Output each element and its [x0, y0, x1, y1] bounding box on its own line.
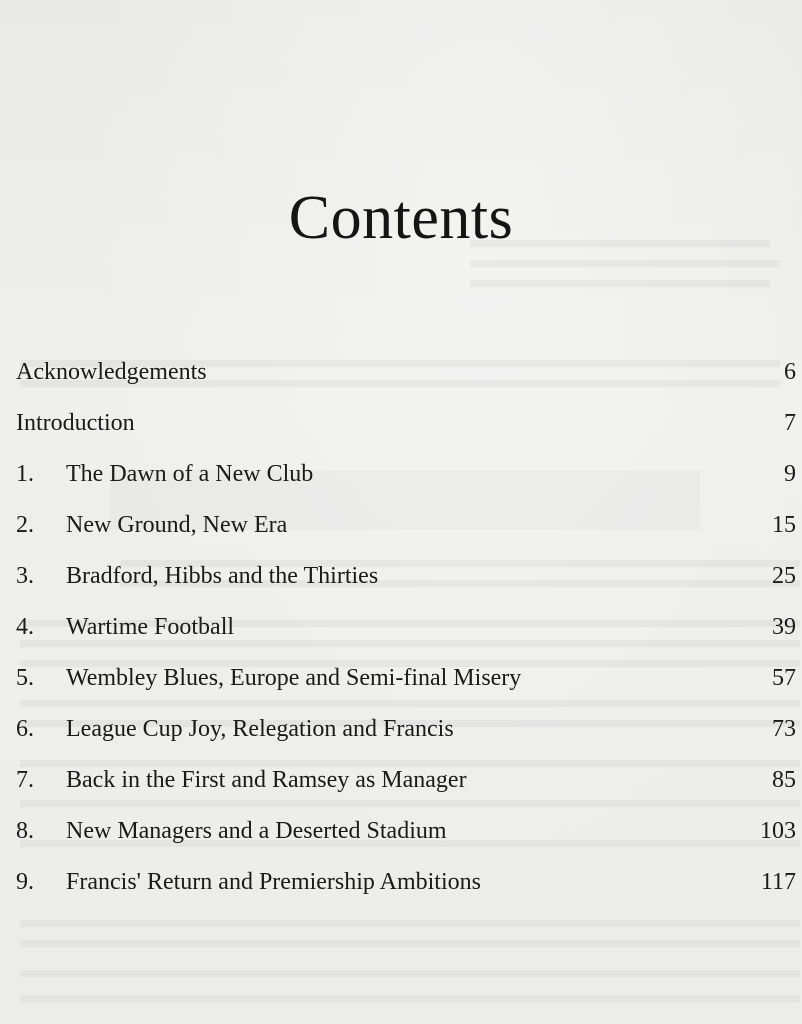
toc-entry-number: 1.: [16, 461, 34, 487]
toc-entry-chapter-6: [16, 704, 796, 755]
table-of-contents: [16, 347, 796, 908]
toc-entry-page: 57: [772, 665, 796, 691]
toc-entry-page: 25: [772, 563, 796, 589]
toc-entry-chapter-1: [16, 449, 796, 500]
toc-entry-page: 15: [772, 512, 796, 538]
toc-entry-title: Wartime Football: [66, 614, 235, 640]
toc-entry-title: Back in the First and Ramsey as Manager: [66, 767, 467, 793]
toc-entry-page: 103: [760, 818, 796, 844]
toc-entry-title: The Dawn of a New Club: [66, 461, 314, 487]
toc-entry-number: 4.: [16, 614, 34, 640]
toc-entry-title: Francis' Return and Premiership Ambitions: [66, 869, 481, 895]
toc-entry-number: 8.: [16, 818, 34, 844]
toc-entry-chapter-3: [16, 551, 796, 602]
toc-entry-page: 117: [760, 869, 796, 895]
toc-entry-number: 9.: [16, 869, 34, 895]
toc-entry-page: 73: [772, 716, 796, 742]
toc-entry-title: Wembley Blues, Europe and Semi-final Misery: [66, 665, 522, 691]
toc-entry-acknowledgements: [16, 347, 796, 398]
page-title: Contents: [288, 184, 514, 252]
toc-entry-title: Bradford, Hibbs and the Thirties: [66, 563, 379, 589]
toc-entry-page: 39: [772, 614, 796, 640]
toc-entry-number: 6.: [16, 716, 34, 742]
toc-entry-title: Introduction: [16, 410, 135, 436]
toc-entry-title: Acknowledgements: [16, 359, 207, 385]
toc-entry-title: New Ground, New Era: [66, 512, 288, 538]
toc-entry-page: 6: [784, 359, 796, 385]
toc-entry-page: 7: [784, 410, 796, 436]
toc-entry-chapter-4: [16, 602, 796, 653]
toc-entry-number: 5.: [16, 665, 34, 691]
toc-entry-number: 3.: [16, 563, 34, 589]
toc-entry-number: 2.: [16, 512, 34, 538]
toc-entry-page: 9: [784, 461, 796, 487]
toc-entry-chapter-7: [16, 755, 796, 806]
toc-entry-chapter-9: [16, 857, 796, 908]
toc-entry-chapter-5: [16, 653, 796, 704]
toc-entry-title: New Managers and a Deserted Stadium: [66, 818, 447, 844]
toc-entry-page: 85: [772, 767, 796, 793]
toc-entry-chapter-8: [16, 806, 796, 857]
toc-entry-number: 7.: [16, 767, 34, 793]
toc-entry-chapter-2: [16, 500, 796, 551]
toc-entry-title: League Cup Joy, Relegation and Francis: [66, 716, 454, 742]
toc-entry-introduction: [16, 398, 796, 449]
